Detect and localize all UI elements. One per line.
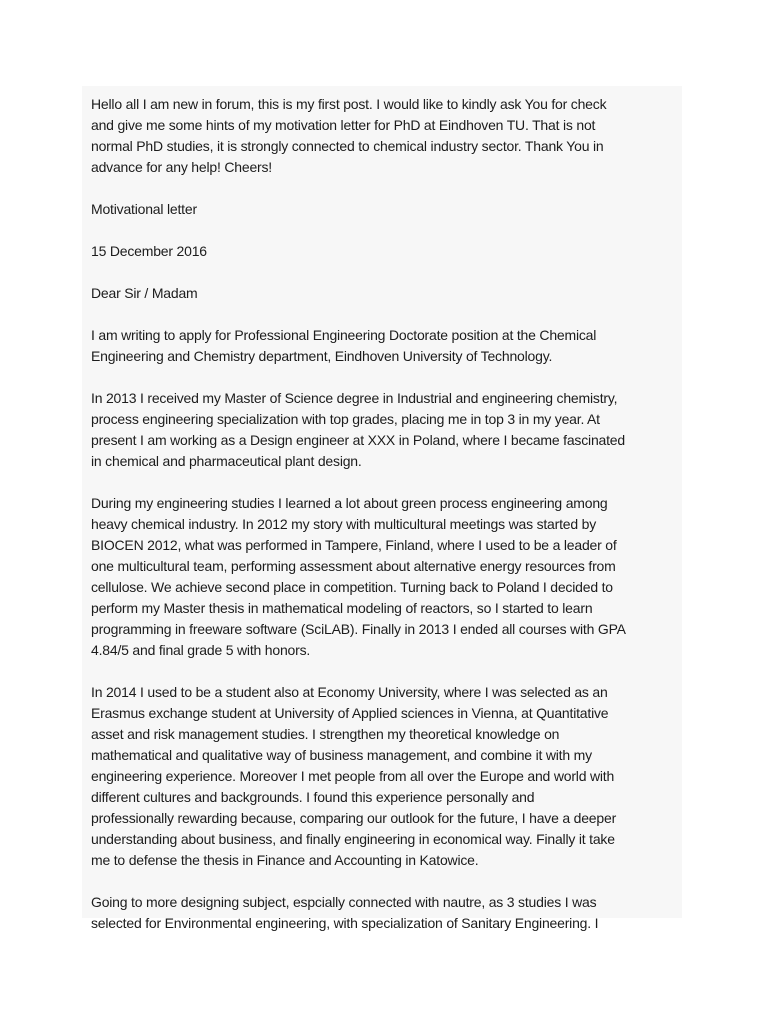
text-line: perform my Master thesis in mathematical modeling of reactors, so I started to learn [91, 600, 593, 616]
text-line: different cultures and backgrounds. I found this experience personally and [91, 789, 535, 805]
text-line: 15 December 2016 [91, 243, 207, 259]
text-line: advance for any help! Cheers! [91, 159, 272, 175]
text-line: 4.84/5 and final grade 5 with honors. [91, 642, 311, 658]
text-line: normal PhD studies, it is strongly connected to chemical industry sector. Thank You in [91, 138, 604, 154]
text-line: engineering experience. Moreover I met people from all over the Europe and world with [91, 768, 615, 784]
paragraph [91, 94, 691, 178]
letter-body [91, 94, 691, 955]
text-line: selected for Environmental engineering, with specialization of Sanitary Engineering. I [91, 915, 599, 931]
text-line: one multicultural team, performing assessment about alternative energy resources from [91, 558, 616, 574]
text-line: programming in freeware software (SciLAB). Finally in 2013 I ended all courses with GPA [91, 621, 626, 637]
paragraph [91, 388, 691, 472]
text-line: I am writing to apply for Professional Engineering Doctorate position at the Chemical [91, 327, 597, 343]
text-line: and give me some hints of my motivation letter for PhD at Eindhoven TU. That is not [91, 117, 596, 133]
text-line: mathematical and qualitative way of business management, and combine it with my [91, 747, 592, 763]
text-line: Erasmus exchange student at University of Applied sciences in Vienna, at Quantitative [91, 705, 609, 721]
text-line: During my engineering studies I learned a lot about green process engineering among [91, 495, 608, 511]
text-line: in chemical and pharmaceutical plant design. [91, 453, 362, 469]
text-line: heavy chemical industry. In 2012 my story with multicultural meetings was started by [91, 516, 597, 532]
paragraph [91, 241, 691, 262]
paragraph [91, 892, 691, 934]
text-line: process engineering specialization with top grades, placing me in top 3 in my year. At [91, 411, 600, 427]
text-line: present I am working as a Design engineer at XXX in Poland, where I became fascinated [91, 432, 625, 448]
text-line: Hello all I am new in forum, this is my first post. I would like to kindly ask You for check [91, 96, 607, 112]
text-line: me to defense the thesis in Finance and Accounting in Katowice. [91, 852, 479, 868]
text-line: professionally rewarding because, comparing our outlook for the future, I have a deeper [91, 810, 617, 826]
text-line: Engineering and Chemistry department, Eindhoven University of Technology. [91, 348, 553, 364]
text-line: asset and risk management studies. I strengthen my theoretical knowledge on [91, 726, 560, 742]
text-line: understanding about business, and finally engineering in economical way. Finally it take [91, 831, 615, 847]
text-line: Motivational letter [91, 201, 197, 217]
paragraph [91, 199, 691, 220]
paragraph [91, 493, 691, 661]
text-line: In 2013 I received my Master of Science degree in Industrial and engineering chemistry, [91, 390, 618, 406]
text-line: In 2014 I used to be a student also at Economy University, where I was selected as an [91, 684, 608, 700]
paragraph [91, 325, 691, 367]
paragraph [91, 283, 691, 304]
text-line: Dear Sir / Madam [91, 285, 198, 301]
text-line: Going to more designing subject, espcially connected with nautre, as 3 studies I was [91, 894, 597, 910]
text-line: cellulose. We achieve second place in competition. Turning back to Poland I decided to [91, 579, 613, 595]
paragraph [91, 682, 691, 871]
text-line: BIOCEN 2012, what was performed in Tampere, Finland, where I used to be a leader of [91, 537, 617, 553]
